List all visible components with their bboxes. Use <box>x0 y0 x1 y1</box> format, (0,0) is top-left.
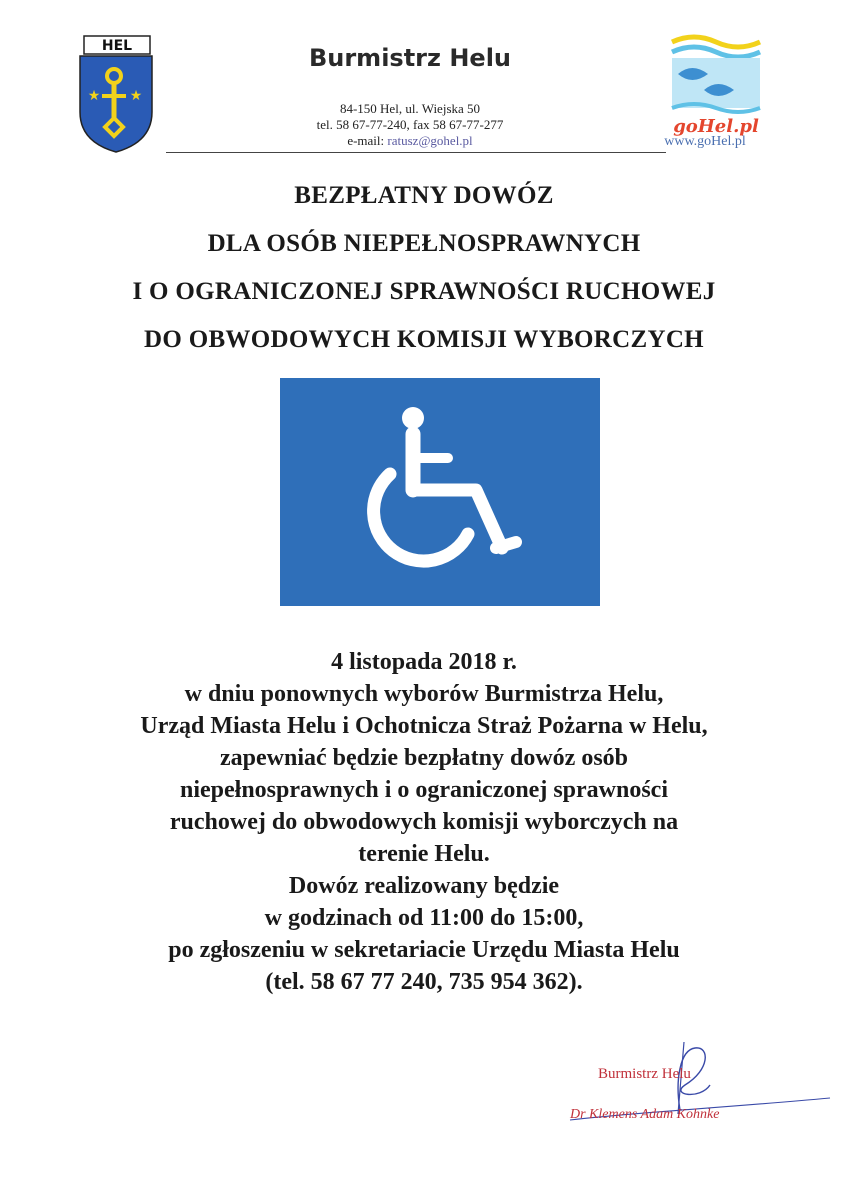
body-line: 4 listopada 2018 r. <box>331 649 517 675</box>
phone-fax: tel. 58 67-77-240, fax 58 67-77-277 <box>316 117 504 132</box>
gohel-logo <box>664 30 764 140</box>
crest-label: HEL <box>101 38 133 54</box>
svg-text:★: ★ <box>87 89 101 104</box>
announcement-body <box>0 646 848 998</box>
body-line: terenie Helu. <box>358 841 490 867</box>
email-line <box>230 133 590 149</box>
body-line: zapewniać będzie bezpłatny dowóz osób <box>220 745 628 771</box>
accessibility-sign <box>280 378 600 606</box>
body-line: (tel. 58 67 77 240, 735 954 362). <box>265 969 583 995</box>
email-link[interactable]: ratusz@gohel.pl <box>387 133 473 148</box>
hel-coat-of-arms <box>76 34 156 154</box>
headline-line: DO OBWODOWYCH KOMISJI WYBORCZYCH <box>144 326 704 353</box>
stamp-name: Dr Klemens Adam Kohnke <box>570 1107 720 1122</box>
svg-text:★: ★ <box>129 89 143 104</box>
gohel-logo-text: goHel.pl <box>673 116 759 137</box>
header-title: Burmistrz Helu <box>308 44 512 72</box>
address: 84-150 Hel, ul. Wiejska 50 <box>339 101 481 116</box>
body-line: w dniu ponownych wyborów Burmistrza Helu, <box>184 681 664 707</box>
headline-line: DLA OSÓB NIEPEŁNOSPRAWNYCH <box>207 230 641 257</box>
headline-line: I O OGRANICZONEJ SPRAWNOŚCI RUCHOWEJ <box>132 278 716 305</box>
wheelchair-icon <box>280 378 600 606</box>
gohel-url[interactable]: www.goHel.pl <box>664 134 746 149</box>
body-line: ruchowej do obwodowych komisji wyborczych na <box>169 809 679 835</box>
body-line: Urząd Miasta Helu i Ochotnicza Straż Pożarna w Helu, <box>140 713 708 739</box>
body-line: w godzinach od 11:00 do 15:00, <box>264 905 584 931</box>
headline-line: BEZPŁATNY DOWÓZ <box>294 182 554 209</box>
email-prefix: e-mail: <box>347 133 388 148</box>
stamp-title: Burmistrz Helu <box>598 1066 691 1082</box>
headline <box>0 172 848 364</box>
handwritten-signature <box>560 1040 840 1140</box>
body-line: po zgłoszeniu w sekretariacie Urzędu Miasta Helu <box>168 937 680 963</box>
header-divider <box>166 152 666 153</box>
body-line: niepełnosprawnych i o ograniczonej sprawności <box>179 777 668 803</box>
body-line: Dowóz realizowany będzie <box>288 873 560 899</box>
header-contact <box>230 101 590 149</box>
